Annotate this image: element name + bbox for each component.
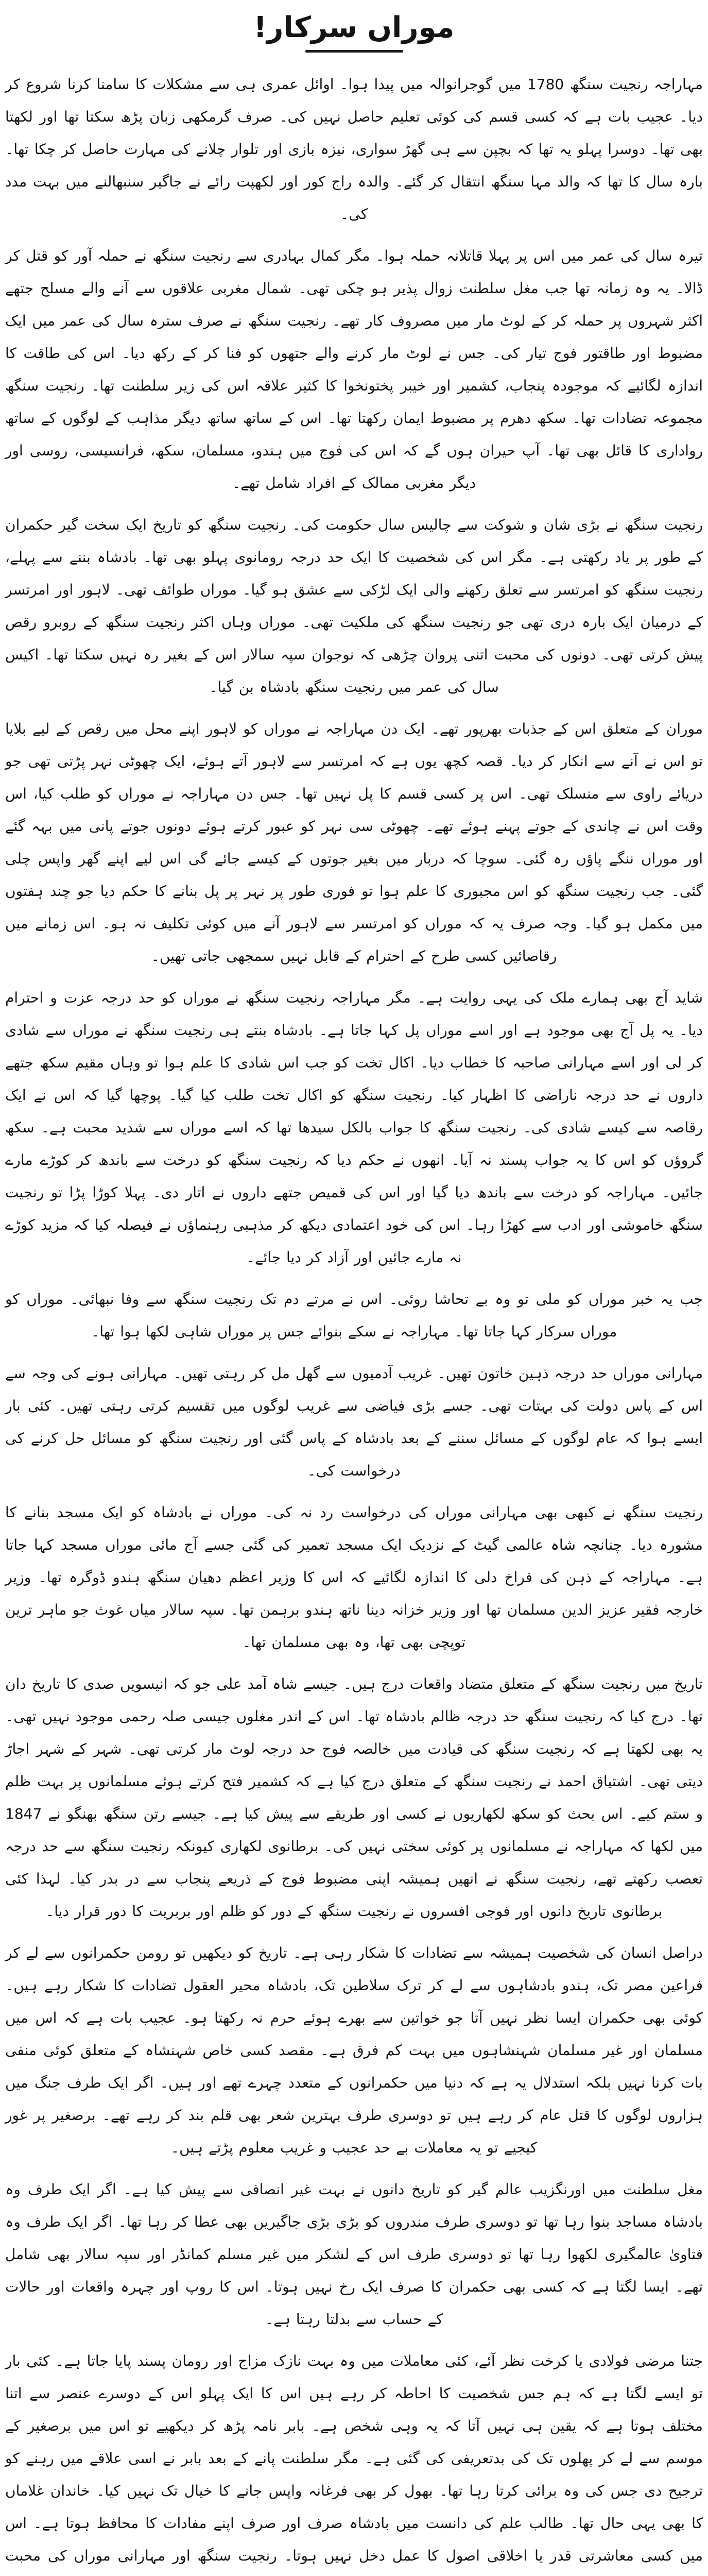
article-paragraph: تاریخ میں رنجیت سنگھ کے متعلق متضاد واقعات درج ہیں۔ جیسے شاہ آمد علی جو کہ انیسویں صدی کا تاریخ دان تھا۔ درج کیا کہ رنجیت سنگھ حد درجہ ظالم بادشاہ تھا۔ اس کے اندر مغلوں جیسی صلہ رحمی موجود نہیں تھی۔ یہ بھی لکھتا ہے کہ رنجیت سنگھ کی قیادت میں خالصہ فوج حد درجہ لوٹ مار کرتی تھی۔ شہر کے شہر اجاڑ دیتی تھی۔ اشتیاق احمد نے رنجیت سنگھ کے متعلق درج کیا ہے کہ کشمیر فتح کرتے ہوئے مسلمانوں پر بہت ظلم و ستم کیے۔ اس بحث کو سکھ لکھاریوں نے کسی اور طریقے سے پیش کیا ہے۔ جیسے رتن سنگھ بھنگو نے 1847 میں لکھا کہ مہاراجہ نے مسلمانوں پر کوئی سختی نہیں کی۔ برطانوی لکھاری کیونکہ رنجیت سنگھ سے حد درجہ تعصب رکھتے تھے، رنجیت سنگھ نے انھیں ہمیشہ اپنی مضبوط فوج کے ذریعے پنجاب سے در بدر کیا۔ لہذا کئی برطانوی تاریخ دانوں اور فوجی افسروں نے رنجیت سنگھ کے دور کو ظلم اور بربریت کا دور قرار دیا۔ [5, 1675, 703, 1920]
article-paragraph: رنجیت سنگھ نے بڑی شان و شوکت سے چالیس سال حکومت کی۔ رنجیت سنگھ کو تاریخ ایک سخت گیر حکمران کے طور پر یاد رکھتی ہے۔ مگر اس کی شخصیت کا ایک حد درجہ رومانوی پہلو بھی تھا۔ بادشاہ بننے سے پہلے، رنجیت سنگھ کو امرتسر سے تعلق رکھنے والی ایک لڑکی سے عشق ہو گیا۔ موراں طوائف تھی۔ لاہور اور امرتسر کے درمیان ایک بارہ دری تھی جو رنجیت سنگھ کی ملکیت تھی۔ موراں وہاں اکثر رنجیت سنگھ کے روبرو رقص پیش کرتی تھی۔ دونوں کی محبت اتنی پروان چڑھی کہ نوجوان سپہ سالار اس کے بغیر رہ نہیں سکتا تھا۔ اکیس سال کی عمر میں رنجیت سنگھ بادشاہ بن گیا۔ [5, 516, 703, 696]
article-paragraph: مہارانی موراں حد درجہ ذہین خاتون تھیں۔ غریب آدمیوں سے گھل مل کر رہتی تھیں۔ مہارانی ہونے کی وجہ سے اس کے پاس دولت کی بہتات تھی۔ جسے بڑی فیاضی سے غریب لوگوں میں تقسیم کرتی رہتی تھیں۔ کئی بار ایسے ہوا کہ عام لوگوں کے مسائل سننے کے بعد بادشاہ کے پاس گئی اور رنجیت سنگھ کو مسائل حل کرنے کی درخواست کی۔ [5, 1365, 703, 1480]
article-paragraph: تیرہ سال کی عمر میں اس پر پہلا قاتلانہ حملہ ہوا۔ مگر کمال بہادری سے رنجیت سنگھ نے حملہ آور کو قتل کر ڈالا۔ یہ وہ زمانہ تھا جب مغل سلطنت زوال پذیر ہو چکی تھی۔ شمال مغربی علاقوں سے آنے والے مسلح جتھے اکثر شہروں پر حملہ کر کے لوٹ مار میں مصروف کار تھے۔ رنجیت سنگھ نے صرف سترہ سال کی عمر میں ایک مضبوط اور طاقتور فوج تیار کی۔ جس نے لوٹ مار کرنے والے جتھوں کو فنا کر کے رکھ دیا۔ اس کی طاقت کا اندازہ لگائیے کہ موجودہ پنجاب، کشمیر اور خیبر پختونخوا کا کثیر علاقہ اس کی زیر سلطنت تھا۔ رنجیت سنگھ مجموعہ تضادات تھا۔ سکھ دھرم پر مضبوط ایمان رکھتا تھا۔ اس کے ساتھ ساتھ دیگر مذاہب کے لوگوں کے ساتھ رواداری کا قائل بھی تھا۔ آپ حیران ہوں گے کہ اس کی فوج میں ہندو، مسلمان، سکھ، فرانسیسی، روسی اور دیگر مغربی ممالک کے افراد شامل تھے۔ [5, 247, 703, 492]
article-title: موراں سرکار! [253, 11, 455, 44]
article-paragraph: موران کے متعلق اس کے جذبات بھرپور تھے۔ ایک دن مہاراجہ نے موراں کو لاہور اپنے محل میں رقص کے لیے بلایا تو اس نے آنے سے انکار کر دیا۔ قصہ کچھ یوں ہے کہ امرتسر سے لاہور آتے ہوئے، ایک چھوٹی نہر پڑتی تھی جو دریائے راوی سے منسلک تھی۔ اس پر کسی قسم کا پل نہیں تھا۔ جس دن مہاراجہ نے موراں کو طلب کیا، اس وقت اس نے چاندی کے جوتے پہنے ہوئے تھے۔ چھوٹی سی نہر کو عبور کرتے ہوئے دونوں جوتے پانی میں بہہ گئے اور موراں ننگے پاؤں رہ گئی۔ سوچا کہ دربار میں بغیر جوتوں کے کیسے جائے گی اس لیے اپنے گھر واپس چلی گئی۔ جب رنجیت سنگھ کو اس مجبوری کا علم ہوا تو فوری طور پر نہر پر پل بنانے کا حکم دیا جو چند ہفتوں میں مکمل ہو گیا۔ وجہ صرف یہ کہ موراں کو امرتسر سے لاہور آنے میں کوئی تکلیف نہ ہو۔ اس زمانے میں رقاصائیں کسی طرح کے احترام کے قابل نہیں سمجھی جاتی تھیں۔ [5, 720, 703, 965]
article-paragraph: جتنا مرضی فولادی یا کرخت نظر آئے، کئی معاملات میں وہ بہت نازک مزاج اور رومان پسند پایا جاتا ہے۔ کئی بار تو ایسے لگتا ہے کہ ہم جس شخصیت کا احاطہ کر رہے ہیں اس کا ایک پہلو اس کے دوسرے عنصر سے اتنا مختلف ہوتا ہے کہ یقین ہی نہیں آتا کہ یہ وہی شخص ہے۔ بابر نامہ پڑھ کر دیکھیے تو اس میں برصغیر کے موسم سے لے کر پھلوں تک کی بدتعریفی کی گئی ہے۔ مگر سلطنت پانے کے بعد بابر نے اسی علاقے میں رہنے کو ترجیح دی جس کی وہ برائی کرتا رہا تھا۔ بھول کر بھی فرغانہ واپس جانے کا خیال تک نہیں کیا۔ خاندان غلاماں کا بھی یہی حال تھا۔ طالب علم کی دانست میں بادشاہ صرف اور صرف اپنے مفادات کا محافظ ہوتا ہے۔ اس میں کسی معاشرتی قدر یا اخلاقی اصول کا عمل دخل نہیں ہوتا۔ رنجیت سنگھ اور مہارانی موراں کی محبت [5, 2352, 703, 2565]
article-paragraph: جب یہ خبر موراں کو ملی تو وہ بے تحاشا روئی۔ اس نے مرتے دم تک رنجیت سنگھ سے وفا نبھائی۔ موراں کو موراں سرکار کہا جاتا تھا۔ مہاراجہ نے سکے بنوائے جس پر موراں شاہی لکھا ہوا تھا۔ [5, 1291, 703, 1341]
title-underline [305, 50, 403, 53]
article-paragraph: شاید آج بھی ہمارے ملک کی یہی روایت ہے۔ مگر مہاراجہ رنجیت سنگھ نے موراں کو حد درجہ عزت و احترام دیا۔ یہ پل آج بھی موجود ہے اور اسے موراں پل کہا جاتا ہے۔ بادشاہ بنتے ہی رنجیت سنگھ نے موراں سے شادی کر لی اور اسے مہارانی صاحبہ کا خطاب دیا۔ اکال تخت کو جب اس شادی کا علم ہوا تو وہاں مقیم سکھ جتھے داروں نے حد درجہ ناراضی کا اظہار کیا۔ رنجیت سنگھ کو اکال تخت طلب کیا گیا۔ پوچھا گیا کہ اس نے ایک رقاصہ سے کیسے شادی کی۔ رنجیت سنگھ کا جواب بالکل سیدھا تھا کہ اسے موراں سے شدید محبت ہے۔ سکھ گروؤں کو اس کا یہ جواب پسند نہ آیا۔ انھوں نے حکم دیا کہ رنجیت سنگھ کو درخت سے باندھ کر کوڑے مارے جائیں۔ مہاراجہ کو درخت سے باندھ دیا گیا اور اس کی قمیص جتھے داروں نے اتار دی۔ پہلا کوڑا پڑا تو رنجیت سنگھ خاموشی اور ادب سے کھڑا رہا۔ اس کی خود اعتمادی دیکھ کر مذہبی رہنماؤں نے فیصلہ کیا کہ مزید کوڑے نہ مارے جائیں اور آزاد کر دیا جائے۔ [5, 989, 703, 1266]
article-paragraph: مہاراجہ رنجیت سنگھ 1780 میں گوجرانوالہ میں پیدا ہوا۔ اوائل عمری ہی سے مشکلات کا سامنا کرنا شروع کر دیا۔ عجیب بات ہے کہ کسی قسم کی کوئی تعلیم حاصل نہیں کی۔ صرف گرمکھی زبان پڑھ سکتا تھا اور لکھتا بھی تھا۔ دوسرا پہلو یہ تھا کہ بچپن سے ہی گھڑ سواری، نیزہ بازی اور تلوار چلانے کی مہارت حاصل کر چکا تھا۔ بارہ سال کا تھا کہ والد مہا سنگھ انتقال کر گئے۔ والدہ راج کور اور لکھپت رائے نے جاگیر سنبھالنے میں بہت مدد کی۔ [5, 76, 703, 223]
article-paragraph: رنجیت سنگھ نے کبھی بھی مہارانی موراں کی درخواست رد نہ کی۔ موراں نے بادشاہ کو ایک مسجد بنانے کا مشورہ دیا۔ چنانچہ شاہ عالمی گیٹ کے نزدیک ایک مسجد تعمیر کی گئی جسے آج مائی موراں مسجد کہا جاتا ہے۔ مہاراجہ کے ذہن کی فراخ دلی کا اندازہ لگائیے کہ اس کا وزیر اعظم دھیان سنگھ ہندو ڈوگرہ تھا۔ وزیر خارجہ فقیر عزیز الدین مسلمان تھا اور وزیر خزانہ دینا ناتھ ہندو برہمن تھا۔ سپہ سالار میاں غوث جو ماہر ترین توپچی بھی تھا، وہ بھی مسلمان تھا۔ [5, 1504, 703, 1651]
article-paragraph: دراصل انسان کی شخصیت ہمیشہ سے تضادات کا شکار رہی ہے۔ تاریخ کو دیکھیں تو رومن حکمرانوں سے لے کر فراعین مصر تک، ہندو بادشاہوں سے لے کر ترک سلاطین تک، بادشاہ محیر العقول تضادات کا شکار رہے ہیں۔ کوئی بھی حکمران ایسا نظر نہیں آتا جو خواتین سے بھرے ہوئے حرم نہ رکھتا ہو۔ عجیب بات ہے کہ اس میں مسلمان اور غیر مسلمان شہنشاہوں میں بہت کم فرق ہے۔ مقصد کسی خاص شہنشاہ کے متعلق کوئی منفی بات کرنا نہیں بلکہ استدلال یہ ہے کہ دنیا میں حکمرانوں کے متعدد چہرے تھے اور ہیں۔ اگر ایک طرف جنگ میں ہزاروں لوگوں کا قتل عام کر رہے ہیں تو دوسری طرف بہترین شعر بھی قلم بند کر رہے تھے۔ برصغیر پر غور کیجیے تو یہ معاملات بے حد عجیب و غریب معلوم پڑتے ہیں۔ [5, 1944, 703, 2157]
article-paragraph: مغل سلطنت میں اورنگزیب عالم گیر کو تاریخ دانوں نے بہت غیر انصافی سے پیش کیا ہے۔ اگر ایک طرف وہ بادشاہ مساجد بنوا رہا تھا تو دوسری طرف مندروں کو بڑی بڑی جاگیریں بھی عطا کر رہا تھا۔ اگر ایک طرف وہ فتاویٰ عالمگیری لکھوا رہا تھا تو دوسری طرف اس کے لشکر میں غیر مسلم کمانڈر اور سپہ سالار بھی شامل تھے۔ ایسا لگتا ہے کہ کسی بھی حکمران کا صرف ایک رخ نہیں ہوتا۔ اس کا روپ اور چہرہ واقعات اور حالات کے حساب سے بدلتا رہتا ہے۔ [5, 2181, 703, 2328]
article-body [5, 68, 703, 2576]
